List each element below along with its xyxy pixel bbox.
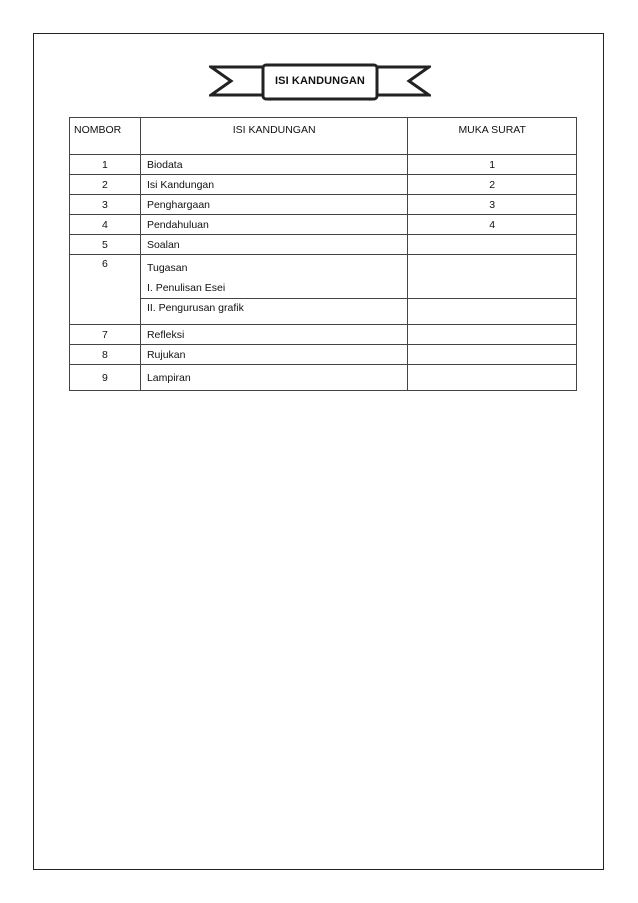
header-page: MUKA SURAT	[408, 118, 577, 155]
table-row	[70, 235, 577, 255]
row-title: Isi Kandungan	[140, 175, 407, 195]
row-number: 1	[70, 155, 141, 175]
row-title: Lampiran	[140, 365, 407, 391]
row-title-group	[140, 255, 407, 299]
row-number: 8	[70, 345, 141, 365]
table-row	[70, 195, 577, 215]
row-page	[408, 325, 577, 345]
row-number: 5	[70, 235, 141, 255]
row-number: 3	[70, 195, 141, 215]
row-title: Biodata	[140, 155, 407, 175]
title-banner	[209, 61, 431, 105]
row-title: Refleksi	[140, 325, 407, 345]
row-title: Rujukan	[140, 345, 407, 365]
row-number: 4	[70, 215, 141, 235]
header-contents: ISI KANDUNGAN	[140, 118, 407, 155]
row-page	[408, 235, 577, 255]
row-subtitle: I. Penulisan Esei	[146, 282, 226, 294]
table-row	[70, 325, 577, 345]
row-number: 9	[70, 365, 141, 391]
row-number: 6	[70, 255, 141, 299]
table-row	[70, 175, 577, 195]
row-page	[408, 299, 577, 325]
header-number: NOMBOR	[70, 118, 141, 155]
table-row	[70, 155, 577, 175]
row-number: 2	[70, 175, 141, 195]
row-page: 3	[408, 195, 577, 215]
row-page: 4	[408, 215, 577, 235]
row-title: Pendahuluan	[140, 215, 407, 235]
row-number-continued	[70, 299, 141, 325]
table-row	[70, 365, 577, 391]
contents-table	[69, 117, 577, 391]
table-row	[70, 345, 577, 365]
row-title: Tugasan	[146, 262, 188, 274]
row-title: Soalan	[140, 235, 407, 255]
table-header-row	[70, 118, 577, 155]
table-row	[70, 215, 577, 235]
table-row	[70, 299, 577, 325]
row-page	[408, 365, 577, 391]
row-page	[408, 255, 577, 299]
banner-title: ISI KANDUNGAN	[275, 75, 365, 87]
row-number: 7	[70, 325, 141, 345]
table-row	[70, 255, 577, 299]
row-title: Penghargaan	[140, 195, 407, 215]
row-subtitle: II. Pengurusan grafik	[140, 299, 407, 325]
row-page: 2	[408, 175, 577, 195]
row-page	[408, 345, 577, 365]
row-page: 1	[408, 155, 577, 175]
